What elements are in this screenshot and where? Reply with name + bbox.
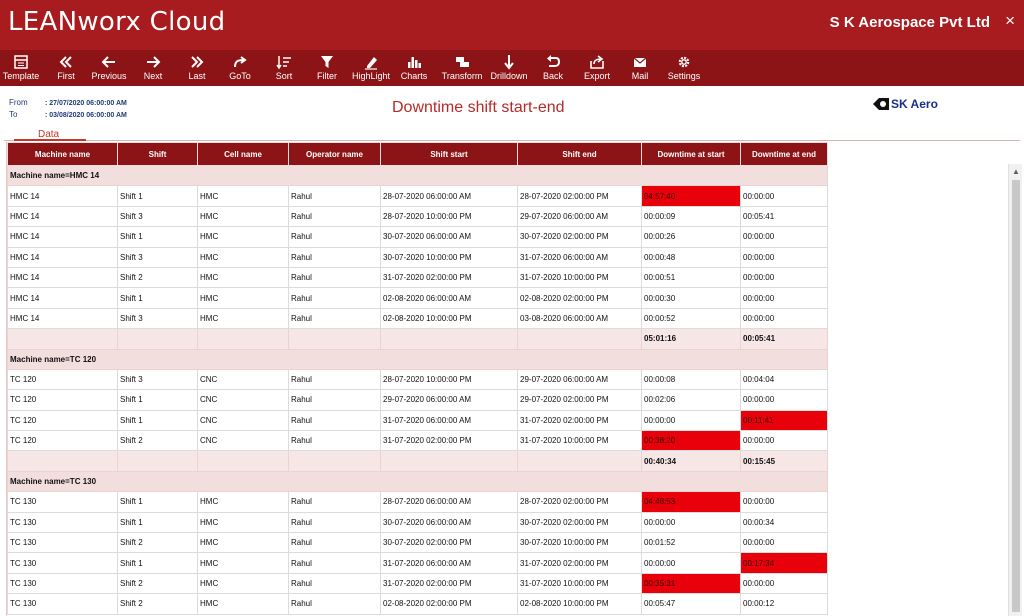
back-label: Back bbox=[542, 71, 563, 81]
table-cell: 00:00:00 bbox=[741, 267, 828, 287]
table-cell: HMC bbox=[198, 512, 289, 532]
charts-button[interactable] bbox=[399, 50, 429, 86]
table-cell: TC 130 bbox=[8, 512, 118, 532]
table-row[interactable] bbox=[8, 308, 828, 328]
table-row[interactable] bbox=[8, 553, 828, 573]
export-label: Export bbox=[583, 71, 610, 81]
table-cell: Shift 3 bbox=[118, 369, 198, 389]
table-cell: CNC bbox=[198, 369, 289, 389]
table-cell: 00:17:34 bbox=[741, 553, 828, 573]
table-cell: HMC bbox=[198, 553, 289, 573]
summary-cell bbox=[381, 329, 518, 349]
table-cell: 30-07-2020 10:00:00 PM bbox=[381, 247, 518, 267]
charts-label: Charts bbox=[400, 71, 428, 81]
table-cell: TC 120 bbox=[8, 369, 118, 389]
table-cell: 28-07-2020 10:00:00 PM bbox=[381, 206, 518, 226]
table-cell: Shift 2 bbox=[118, 431, 198, 451]
app-title: LEANworx Cloud bbox=[8, 7, 226, 37]
filter-label: Filter bbox=[317, 71, 337, 81]
table-cell: HMC 14 bbox=[8, 288, 118, 308]
double-right-icon bbox=[189, 54, 205, 70]
table-cell: Shift 2 bbox=[118, 573, 198, 593]
table-cell: 30-07-2020 02:00:00 PM bbox=[518, 227, 642, 247]
summary-cell: 05:01:16 bbox=[642, 329, 741, 349]
template-button[interactable] bbox=[2, 50, 40, 86]
table-cell: Shift 1 bbox=[118, 227, 198, 247]
table-row[interactable] bbox=[8, 573, 828, 593]
table-row[interactable] bbox=[8, 390, 828, 410]
table-cell: 00:00:00 bbox=[741, 288, 828, 308]
table-row[interactable] bbox=[8, 431, 828, 451]
column-header[interactable]: Operator name bbox=[289, 143, 381, 166]
table-cell: Shift 3 bbox=[118, 308, 198, 328]
table-cell: 02-08-2020 10:00:00 PM bbox=[381, 308, 518, 328]
table-cell: 00:00:00 bbox=[741, 431, 828, 451]
table-cell: 28-07-2020 02:00:00 PM bbox=[518, 492, 642, 512]
table-cell: 00:00:00 bbox=[642, 410, 741, 430]
table-cell: Rahul bbox=[289, 206, 381, 226]
table-cell: 00:35:31 bbox=[642, 573, 741, 593]
date-to bbox=[9, 110, 127, 119]
table-cell: Shift 1 bbox=[118, 186, 198, 206]
export-button[interactable] bbox=[581, 50, 613, 86]
table-cell: 00:00:52 bbox=[642, 308, 741, 328]
drilldown-label: Drilldown bbox=[490, 71, 528, 81]
table-cell: 03-08-2020 06:00:00 AM bbox=[518, 308, 642, 328]
table-cell: 00:00:26 bbox=[642, 227, 741, 247]
table-cell: 00:00:00 bbox=[741, 247, 828, 267]
summary-cell bbox=[289, 329, 381, 349]
summary-cell bbox=[518, 451, 642, 471]
table-cell: 00:00:00 bbox=[741, 492, 828, 512]
table-cell: 02-08-2020 02:00:00 PM bbox=[518, 288, 642, 308]
table-cell: Rahul bbox=[289, 594, 381, 614]
table-cell: 31-07-2020 02:00:00 PM bbox=[518, 553, 642, 573]
table-cell: Rahul bbox=[289, 308, 381, 328]
brand-name: SK Aero bbox=[891, 97, 938, 111]
data-table bbox=[7, 142, 828, 615]
table-cell: 28-07-2020 10:00:00 PM bbox=[381, 369, 518, 389]
settings-button[interactable] bbox=[666, 50, 702, 86]
table-cell: 00:00:48 bbox=[642, 247, 741, 267]
table-cell: 00:05:47 bbox=[642, 594, 741, 614]
table-cell: 30-07-2020 02:00:00 PM bbox=[518, 512, 642, 532]
group-row[interactable] bbox=[8, 349, 828, 369]
export-icon bbox=[589, 54, 605, 70]
summary-cell bbox=[8, 451, 118, 471]
table-cell: 00:00:00 bbox=[741, 186, 828, 206]
table-cell: 29-07-2020 06:00:00 AM bbox=[518, 206, 642, 226]
highlight-pen-icon bbox=[363, 54, 379, 70]
table-cell: TC 130 bbox=[8, 492, 118, 512]
gear-icon bbox=[676, 54, 692, 70]
table-cell: 00:00:00 bbox=[642, 512, 741, 532]
table-cell: Shift 1 bbox=[118, 553, 198, 573]
table-cell: HMC bbox=[198, 186, 289, 206]
mail-label: Mail bbox=[631, 71, 649, 81]
table-cell: 00:00:34 bbox=[741, 512, 828, 532]
settings-label: Settings bbox=[667, 71, 701, 81]
column-header[interactable]: Shift start bbox=[381, 143, 518, 166]
table-row[interactable] bbox=[8, 594, 828, 614]
title-bar bbox=[0, 0, 1024, 50]
table-row[interactable] bbox=[8, 247, 828, 267]
table-cell: CNC bbox=[198, 431, 289, 451]
table-cell: 31-07-2020 06:00:00 AM bbox=[381, 410, 518, 430]
vertical-scrollbar[interactable] bbox=[1008, 164, 1022, 616]
summary-cell bbox=[198, 329, 289, 349]
table-cell: TC 130 bbox=[8, 533, 118, 553]
table-cell: 31-07-2020 06:00:00 AM bbox=[381, 553, 518, 573]
table-cell: Shift 3 bbox=[118, 206, 198, 226]
back-icon bbox=[545, 54, 561, 70]
tab-data[interactable]: Data bbox=[14, 129, 86, 141]
table-cell: 00:00:09 bbox=[642, 206, 741, 226]
table-row[interactable] bbox=[8, 512, 828, 532]
table-cell: Rahul bbox=[289, 267, 381, 287]
table-cell: HMC 14 bbox=[8, 308, 118, 328]
table-cell: TC 120 bbox=[8, 410, 118, 430]
table-cell: 00:00:00 bbox=[741, 533, 828, 553]
table-cell: 00:00:51 bbox=[642, 267, 741, 287]
goto-label: GoTo bbox=[229, 71, 251, 81]
table-cell: HMC bbox=[198, 308, 289, 328]
table-cell: HMC bbox=[198, 206, 289, 226]
template-label: Template bbox=[2, 71, 40, 81]
table-row[interactable] bbox=[8, 533, 828, 553]
table-cell: Rahul bbox=[289, 533, 381, 553]
transform-label: Transform bbox=[441, 71, 483, 81]
table-cell: Rahul bbox=[289, 431, 381, 451]
table-cell: 31-07-2020 06:00:00 AM bbox=[518, 247, 642, 267]
arrow-right-icon bbox=[145, 54, 161, 70]
table-cell: 00:00:00 bbox=[741, 308, 828, 328]
table-row[interactable] bbox=[8, 492, 828, 512]
table-cell: Rahul bbox=[289, 247, 381, 267]
table-cell: 00:00:00 bbox=[741, 573, 828, 593]
data-grid bbox=[6, 142, 1022, 616]
table-cell: 00:02:06 bbox=[642, 390, 741, 410]
table-cell: Shift 1 bbox=[118, 512, 198, 532]
table-cell: 00:00:00 bbox=[741, 227, 828, 247]
double-left-icon bbox=[58, 54, 74, 70]
table-row[interactable] bbox=[8, 186, 828, 206]
table-cell: Rahul bbox=[289, 512, 381, 532]
template-icon bbox=[13, 54, 29, 70]
mail-icon bbox=[632, 54, 648, 70]
table-cell: Rahul bbox=[289, 390, 381, 410]
table-cell: 04:48:53 bbox=[642, 492, 741, 512]
sort-button[interactable] bbox=[269, 50, 299, 86]
summary-row[interactable] bbox=[8, 329, 828, 349]
table-cell: 00:00:30 bbox=[642, 288, 741, 308]
date-from bbox=[9, 98, 127, 107]
table-cell: HMC bbox=[198, 594, 289, 614]
previous-label: Previous bbox=[91, 71, 127, 81]
table-cell: Shift 1 bbox=[118, 492, 198, 512]
toolbar bbox=[0, 50, 1024, 86]
from-label: From bbox=[9, 98, 28, 107]
column-header[interactable]: Machine name bbox=[8, 143, 118, 166]
table-cell: Rahul bbox=[289, 186, 381, 206]
summary-cell bbox=[381, 451, 518, 471]
arrow-left-icon bbox=[101, 54, 117, 70]
column-header[interactable]: Shift end bbox=[518, 143, 642, 166]
table-cell: 00:04:04 bbox=[741, 369, 828, 389]
transform-icon bbox=[454, 54, 470, 70]
table-cell: 31-07-2020 02:00:00 PM bbox=[381, 573, 518, 593]
from-value: : 27/07/2020 06:00:00 AM bbox=[45, 100, 127, 107]
table-cell: Shift 1 bbox=[118, 288, 198, 308]
column-header[interactable]: Downtime at start bbox=[642, 143, 741, 166]
table-cell: 31-07-2020 02:00:00 PM bbox=[381, 267, 518, 287]
table-cell: HMC bbox=[198, 288, 289, 308]
scroll-up-icon[interactable]: ▲ bbox=[1012, 167, 1020, 176]
table-cell: 28-07-2020 06:00:00 AM bbox=[381, 492, 518, 512]
table-header-row bbox=[8, 143, 828, 166]
table-body bbox=[8, 166, 828, 615]
table-cell: 02-08-2020 06:00:00 AM bbox=[381, 288, 518, 308]
last-button[interactable] bbox=[181, 50, 213, 86]
summary-cell: 00:40:34 bbox=[642, 451, 741, 471]
table-cell: 29-07-2020 02:00:00 PM bbox=[518, 390, 642, 410]
table-cell: Shift 2 bbox=[118, 594, 198, 614]
brand-logo-icon bbox=[872, 97, 890, 111]
summary-cell: 00:05:41 bbox=[741, 329, 828, 349]
table-cell: 30-07-2020 10:00:00 PM bbox=[518, 533, 642, 553]
goto-button[interactable] bbox=[224, 50, 256, 86]
table-row[interactable] bbox=[8, 267, 828, 287]
table-cell: Rahul bbox=[289, 553, 381, 573]
table-cell: CNC bbox=[198, 390, 289, 410]
table-cell: 31-07-2020 02:00:00 PM bbox=[518, 410, 642, 430]
column-header[interactable]: Cell name bbox=[198, 143, 289, 166]
table-cell: 00:05:41 bbox=[741, 206, 828, 226]
table-cell: TC 120 bbox=[8, 431, 118, 451]
highlight-label: HighLight bbox=[351, 71, 391, 81]
table-cell: 31-07-2020 10:00:00 PM bbox=[518, 267, 642, 287]
group-label: Machine name=TC 120 bbox=[8, 349, 828, 369]
column-header[interactable]: Shift bbox=[118, 143, 198, 166]
table-cell: 30-07-2020 02:00:00 PM bbox=[381, 533, 518, 553]
table-cell: 29-07-2020 06:00:00 AM bbox=[518, 369, 642, 389]
table-cell: HMC bbox=[198, 533, 289, 553]
drilldown-button[interactable] bbox=[490, 50, 528, 86]
filter-icon bbox=[319, 54, 335, 70]
tab-bar bbox=[4, 126, 1020, 141]
group-row[interactable] bbox=[8, 471, 828, 491]
summary-cell bbox=[8, 329, 118, 349]
table-cell: Shift 3 bbox=[118, 247, 198, 267]
table-cell: Shift 2 bbox=[118, 533, 198, 553]
table-cell: HMC 14 bbox=[8, 247, 118, 267]
first-label: First bbox=[57, 71, 75, 81]
previous-button[interactable] bbox=[90, 50, 128, 86]
table-cell: HMC bbox=[198, 573, 289, 593]
table-cell: 00:00:00 bbox=[642, 553, 741, 573]
table-cell: Rahul bbox=[289, 288, 381, 308]
table-cell: 28-07-2020 06:00:00 AM bbox=[381, 186, 518, 206]
summary-cell bbox=[118, 329, 198, 349]
first-button[interactable] bbox=[49, 50, 83, 86]
company-name: S K Aerospace Pvt Ltd bbox=[829, 14, 990, 31]
table-cell: 00:00:00 bbox=[741, 390, 828, 410]
table-cell: TC 120 bbox=[8, 390, 118, 410]
table-cell: 31-07-2020 10:00:00 PM bbox=[518, 431, 642, 451]
table-cell: TC 130 bbox=[8, 594, 118, 614]
summary-cell bbox=[289, 451, 381, 471]
next-label: Next bbox=[143, 71, 163, 81]
table-cell: HMC 14 bbox=[8, 267, 118, 287]
table-cell: 29-07-2020 06:00:00 AM bbox=[381, 390, 518, 410]
to-label: To bbox=[9, 110, 18, 119]
table-cell: TC 130 bbox=[8, 553, 118, 573]
summary-cell bbox=[118, 451, 198, 471]
summary-cell bbox=[518, 329, 642, 349]
table-row[interactable] bbox=[8, 288, 828, 308]
group-row[interactable] bbox=[8, 166, 828, 186]
sort-icon bbox=[276, 54, 292, 70]
table-cell: 00:11:41 bbox=[741, 410, 828, 430]
table-cell: Shift 1 bbox=[118, 390, 198, 410]
column-header[interactable]: Downtime at end bbox=[741, 143, 828, 166]
table-row[interactable] bbox=[8, 410, 828, 430]
table-cell: 00:00:08 bbox=[642, 369, 741, 389]
filter-button[interactable] bbox=[312, 50, 342, 86]
table-cell: 00:00:12 bbox=[741, 594, 828, 614]
mail-button[interactable] bbox=[626, 50, 654, 86]
sort-label: Sort bbox=[275, 71, 293, 81]
table-cell: 02-08-2020 02:00:00 PM bbox=[381, 594, 518, 614]
table-cell: Rahul bbox=[289, 492, 381, 512]
table-cell: Rahul bbox=[289, 227, 381, 247]
bar-chart-icon bbox=[406, 54, 422, 70]
table-cell: 04:57:40 bbox=[642, 186, 741, 206]
table-cell: Shift 1 bbox=[118, 410, 198, 430]
table-cell: 28-07-2020 02:00:00 PM bbox=[518, 186, 642, 206]
summary-cell bbox=[198, 451, 289, 471]
group-label: Machine name=HMC 14 bbox=[8, 166, 828, 186]
table-cell: 00:01:52 bbox=[642, 533, 741, 553]
summary-row[interactable] bbox=[8, 451, 828, 471]
last-label: Last bbox=[188, 71, 206, 81]
highlight-button[interactable] bbox=[350, 50, 392, 86]
table-cell: HMC bbox=[198, 267, 289, 287]
table-cell: HMC 14 bbox=[8, 206, 118, 226]
table-cell: Shift 2 bbox=[118, 267, 198, 287]
table-cell: HMC 14 bbox=[8, 186, 118, 206]
brand-logo bbox=[872, 97, 938, 111]
table-cell: 00:38:20 bbox=[642, 431, 741, 451]
table-cell: 31-07-2020 10:00:00 PM bbox=[518, 573, 642, 593]
summary-cell: 00:15:45 bbox=[741, 451, 828, 471]
goto-arrow-icon bbox=[232, 54, 248, 70]
table-cell: 31-07-2020 02:00:00 PM bbox=[381, 431, 518, 451]
table-cell: HMC 14 bbox=[8, 227, 118, 247]
close-icon[interactable]: × bbox=[1005, 11, 1015, 30]
table-cell: Rahul bbox=[289, 573, 381, 593]
table-cell: HMC bbox=[198, 227, 289, 247]
to-value: : 03/08/2020 06:00:00 AM bbox=[45, 112, 127, 119]
table-cell: 02-08-2020 10:00:00 PM bbox=[518, 594, 642, 614]
table-cell: 30-07-2020 06:00:00 AM bbox=[381, 512, 518, 532]
table-row[interactable] bbox=[8, 369, 828, 389]
table-cell: HMC bbox=[198, 247, 289, 267]
table-row[interactable] bbox=[8, 227, 828, 247]
table-cell: CNC bbox=[198, 410, 289, 430]
table-cell: Rahul bbox=[289, 410, 381, 430]
arrow-down-icon bbox=[501, 54, 517, 70]
back-button[interactable] bbox=[538, 50, 568, 86]
next-button[interactable] bbox=[137, 50, 169, 86]
table-cell: Rahul bbox=[289, 369, 381, 389]
scrollbar-thumb[interactable] bbox=[1012, 180, 1020, 612]
table-cell: TC 130 bbox=[8, 573, 118, 593]
table-row[interactable] bbox=[8, 206, 828, 226]
table-cell: HMC bbox=[198, 492, 289, 512]
table-cell: 30-07-2020 06:00:00 AM bbox=[381, 227, 518, 247]
group-label: Machine name=TC 130 bbox=[8, 471, 828, 491]
transform-button[interactable] bbox=[440, 50, 484, 86]
report-title: Downtime shift start-end bbox=[392, 99, 565, 116]
